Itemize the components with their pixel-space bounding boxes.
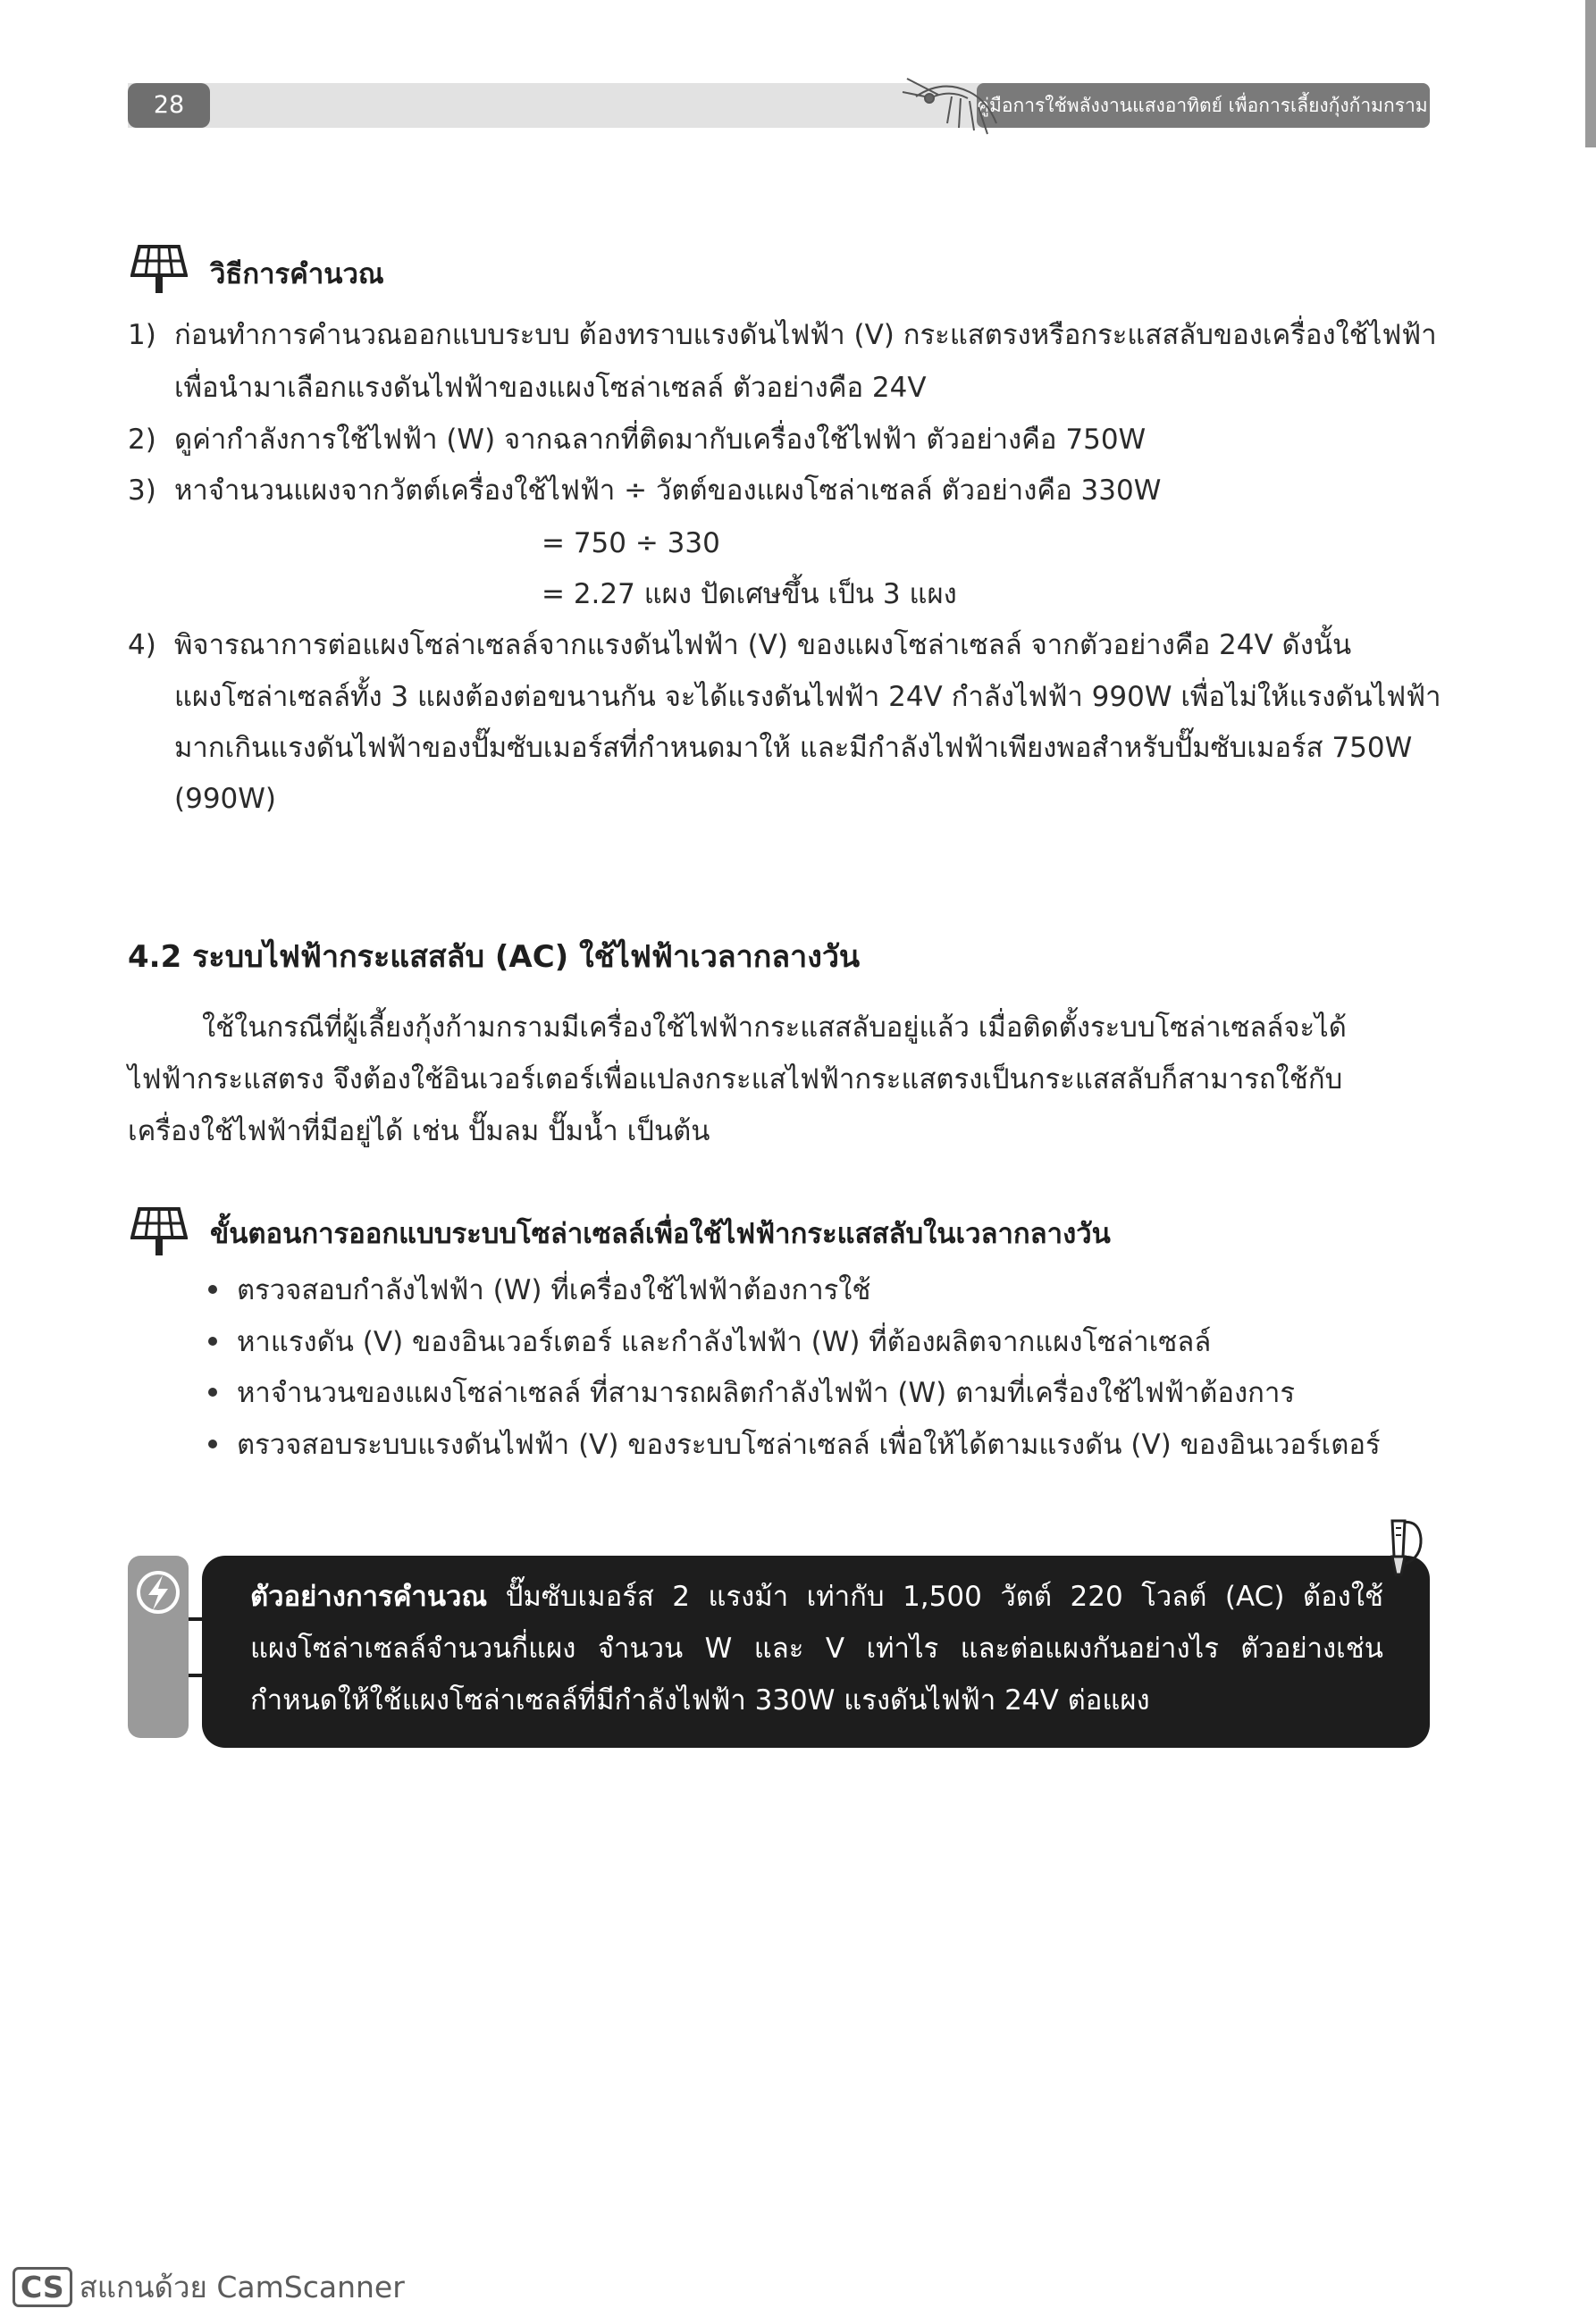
bullet-dot [208, 1440, 217, 1448]
camscanner-watermark [13, 2263, 405, 2311]
page-edge-strip [1585, 0, 1596, 147]
step-number: 3) [128, 474, 156, 507]
example-label: ตัวอย่างการคำนวณ [250, 1581, 488, 1613]
list-item [208, 1271, 870, 1310]
solar-panel-icon [130, 243, 188, 297]
list-item-text: ตรวจสอบกำลังไฟฟ้า (W) ที่เครื่องใช้ไฟฟ้าต้องการใช้ [237, 1274, 871, 1306]
list-item-text: ตรวจสอบระบบแรงดันไฟฟ้า (V) ของระบบโซล่าเซลล์ เพื่อให้ได้ตามแรงดัน (V) ของอินเวอร์เตอร์ [237, 1429, 1381, 1461]
example-line-1-text: ปั๊มซับเมอร์ส 2 แรงม้า เท่ากับ 1,500 วัตต์ 220 โวลต์ (AC) ต้องใช้ [487, 1581, 1383, 1613]
shrimp-icon [898, 61, 1005, 146]
step-text: ก่อนทำการคำนวณออกแบบระบบ ต้องทราบแรงดันไฟฟ้า (V) กระแสตรงหรือกระแสสลับของเครื่องใช้ไฟฟ้า [174, 319, 1437, 351]
list-item [208, 1373, 1295, 1413]
cs-logo: CS [13, 2267, 72, 2307]
list-item-text: หาจำนวนของแผงโซล่าเซลล์ ที่สามารถผลิตกำลังไฟฟ้า (W) ตามที่เครื่องใช้ไฟฟ้าต้องการ [237, 1377, 1296, 1409]
camscanner-text: สแกนด้วย CamScanner [79, 2270, 405, 2304]
paragraph-line-1: ใช้ในกรณีที่ผู้เลี้ยงกุ้งก้ามกรามมีเครื่องใช้ไฟฟ้ากระแสสลับอยู่แล้ว เมื่อติดตั้งระบบโซล่าเซลล์จะได้ [202, 1012, 1347, 1044]
calc-line-1: = 750 ÷ 330 [542, 527, 720, 559]
example-line-1 [250, 1571, 1383, 1623]
design-steps-heading: ขั้นตอนการออกแบบระบบโซล่าเซลล์เพื่อใช้ไฟฟ้ากระแสสลับในเวลากลางวัน [210, 1218, 1111, 1250]
solar-panel-icon [130, 1205, 188, 1259]
step-4-line-3: มากเกินแรงดันไฟฟ้าของปั๊มซับเมอร์สที่กำหนดมาให้ และมีกำลังไฟฟ้าเพียงพอสำหรับปั๊มซับเมอร์ส 750W [174, 732, 1413, 764]
list-item-text: หาแรงดัน (V) ของอินเวอร์เตอร์ และกำลังไฟฟ้า (W) ที่ต้องผลิตจากแผงโซล่าเซลล์ [237, 1326, 1212, 1358]
step-2 [128, 420, 1146, 459]
step-1 [128, 315, 1437, 355]
step-text: ดูค่ากำลังการใช้ไฟฟ้า (W) จากฉลากที่ติดมากับเครื่องใช้ไฟฟ้า ตัวอย่างคือ 750W [174, 424, 1147, 456]
list-item [208, 1322, 1211, 1362]
list-item [208, 1425, 1381, 1465]
example-line-3: กำหนดให้ใช้แผงโซล่าเซลล์ที่มีกำลังไฟฟ้า 330W แรงดันไฟฟ้า 24V ต่อแผง [250, 1684, 1150, 1717]
example-line-2: แผงโซล่าเซลล์จำนวนกี่แผง จำนวน W และ V เท่าไร และต่อแผงกันอย่างไร ตัวอย่างเช่น [250, 1633, 1383, 1665]
bullet-dot [208, 1285, 217, 1294]
paragraph-line-2: ไฟฟ้ากระแสตรง จึงต้องใช้อินเวอร์เตอร์เพื่อแปลงกระแสไฟฟ้ากระแสตรงเป็นกระแสสลับก็สามารถใช้กับ [128, 1063, 1343, 1096]
step-3 [128, 471, 1161, 510]
lightning-bolt-icon [134, 1568, 182, 1616]
step-4-line-4: (990W) [174, 783, 277, 815]
bullet-dot [208, 1388, 217, 1397]
step-text: พิจารณาการต่อแผงโซล่าเซลล์จากแรงดันไฟฟ้า (V) ของแผงโซล่าเซลล์ จากตัวอย่างคือ 24V ดังนั้น [174, 629, 1352, 661]
step-number: 4) [128, 629, 156, 661]
bullet-dot [208, 1337, 217, 1346]
method-heading: วิธีการคำนวณ [210, 258, 384, 290]
book-title: คู่มือการใช้พลังงานแสงอาทิตย์ เพื่อการเลี้ยงกุ้งก้ามกราม [977, 83, 1430, 128]
page-number: 28 [128, 83, 210, 128]
step-number: 2) [128, 424, 156, 456]
step-4-line-2: แผงโซล่าเซลล์ทั้ง 3 แผงต้องต่อขนานกัน จะได้แรงดันไฟฟ้า 24V กำลังไฟฟ้า 990W เพื่อไม่ให้แรงดันไฟฟ้า [174, 681, 1441, 713]
step-number: 1) [128, 319, 156, 351]
step-text: หาจำนวนแผงจากวัตต์เครื่องใช้ไฟฟ้า ÷ วัตต์ของแผงโซล่าเซลล์ ตัวอย่างคือ 330W [174, 474, 1162, 507]
example-text [250, 1571, 1383, 1726]
section-4-2-heading: 4.2 ระบบไฟฟ้ากระแสสลับ (AC) ใช้ไฟฟ้าเวลากลางวัน [128, 939, 861, 975]
calc-line-2: = 2.27 แผง ปัดเศษขึ้น เป็น 3 แผง [542, 578, 957, 610]
step-1-line-2: เพื่อนำมาเลือกแรงดันไฟฟ้าของแผงโซล่าเซลล์ ตัวอย่างคือ 24V [174, 372, 927, 404]
step-4 [128, 625, 1430, 665]
paragraph-line-3: เครื่องใช้ไฟฟ้าที่มีอยู่ได้ เช่น ปั๊มลม ปั๊มน้ำ เป็นต้น [128, 1115, 710, 1147]
